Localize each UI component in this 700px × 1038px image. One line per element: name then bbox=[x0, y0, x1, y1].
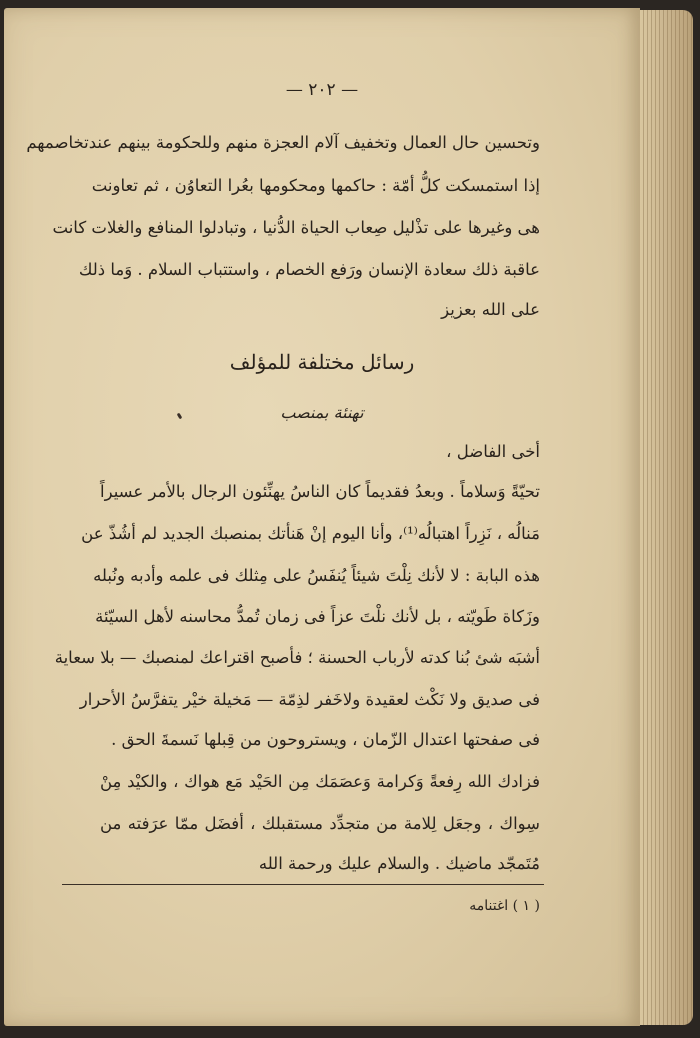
letter-line-1: تحيّةً وَسلاماً . وبعدُ فقديماً كان الناسُ يهنِّئون الرجال بالأمر عسيراً bbox=[100, 482, 540, 501]
intro-line-5: على الله بعزيز bbox=[441, 300, 540, 319]
letter-line-7: فى صفحتها اعتدال الزّمان ، ويستروحون من قِبلها نَسمةَ الحق . bbox=[111, 730, 540, 749]
letter-line-6: فى صديق ولا نَكْث لعقيدة ولاخَفر لذِمّة — مَخيلة خيْر يتفرَّسُ الأحرار bbox=[79, 690, 540, 709]
intro-line-1: وتحسين حال العمال وتخفيف آلام العجزة منهم وللحكومة بينهم عندتخاصمهم bbox=[26, 133, 540, 152]
intro-line-2: إذا استمسكت كلُّ أمّة : حاكمها ومحكومها بعُرا التعاوُن ، ثم تعاونت bbox=[91, 176, 540, 195]
book-page bbox=[4, 8, 640, 1026]
letter-line-3: هذه البابة : لا لأنك نِلْتَ شيئاً يُنفَسُ على مِثلك فى علمه وأدبه ونُبله bbox=[93, 566, 540, 585]
letter-line-4: وزَكاة طَويّته ، بل لأنك نلْتَ عزاً فى زمان تُمدُّ محاسنه لأهل السيّئة bbox=[95, 607, 540, 626]
closing-line-2: سِواك ، وجعَل لِلامة من متجدِّد مستقبلك ، أفضَل ممّا عرَفته من bbox=[100, 814, 540, 833]
page-number: — ٢٠٢ — bbox=[285, 80, 359, 100]
closing-line-1: فزادك الله رِفعةً وَكرامة وَعصَمَك مِن الحَيْد مَع هواك ، والكيْد مِنْ bbox=[100, 772, 540, 791]
footnote: ( ١ ) اغتنامه bbox=[469, 898, 540, 914]
intro-line-3: هى وغيرها على تذْليل صِعاب الحياة الدُّنيا ، وتبادلوا المنافع والغلات كانت bbox=[52, 218, 540, 237]
footnote-rule bbox=[62, 884, 544, 885]
intro-line-4: عاقبة ذلك سعادة الإنسان ورَفع الخصام ، واستتباب السلام . وَما ذلك bbox=[78, 260, 540, 279]
section-subtitle: تهنئة بمنصب bbox=[280, 403, 364, 422]
letter-salutation: أخى الفاضل ، bbox=[446, 442, 540, 461]
letter-line-2: مَنالُه ، نَزِراً اهتبالُه⁽¹⁾، وأنا اليوم إنْ هَنأتك بمنصبك الجديد لم أشُذّ عن bbox=[81, 524, 540, 543]
letter-line-5: أشبَه شئ بُنا كدته لأرباب الحسنة ؛ فأصبح اقتراعك لمنصبك — بلا سعاية bbox=[54, 648, 540, 667]
closing-line-3: مُتَمجّد ماضيك . والسلام عليك ورحمة الله bbox=[258, 854, 540, 873]
section-title: رسائل مختلفة للمؤلف bbox=[229, 350, 415, 374]
